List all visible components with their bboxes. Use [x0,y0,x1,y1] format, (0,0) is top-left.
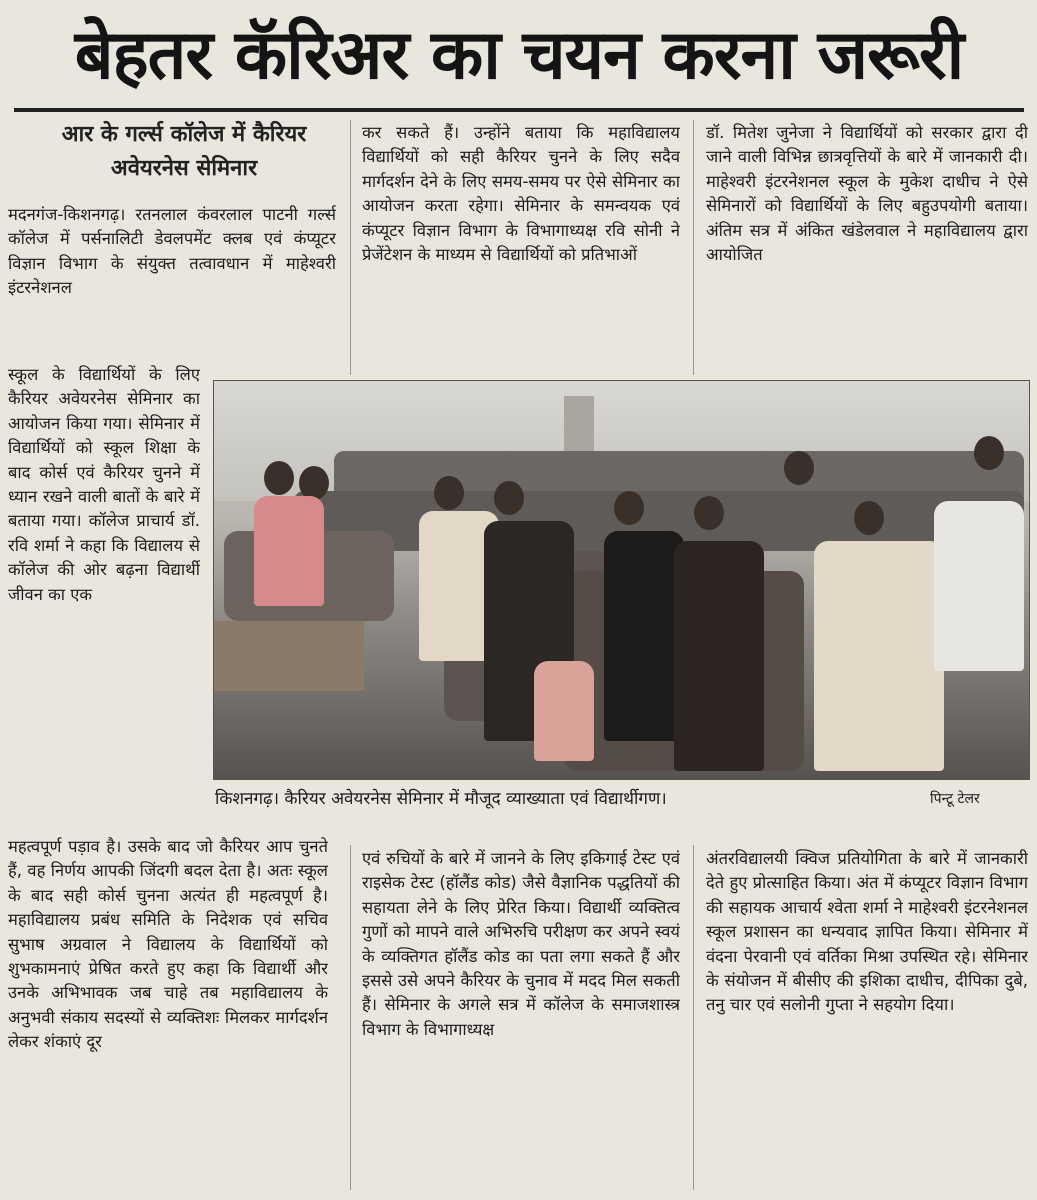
subheadline-line-2: अवेयरनेस सेमिनार [110,156,258,181]
photo-table [214,621,364,691]
photo-person-body [534,661,594,761]
article-column-2-bottom [362,847,680,1193]
photo-person [694,496,724,530]
subheadline-line-1: आर के गर्ल्स कॉलेज में कैरियर [61,122,307,147]
photo-person-body [254,496,324,606]
column-divider [350,120,351,375]
photo-person [784,451,814,485]
seminar-photo [213,380,1030,780]
article-paragraph: महत्वपूर्ण पड़ाव है। उसके बाद जो कैरियर आप चुनते हैं, वह निर्णय आपकी जिंदगी बदल देता है। अतः स्कूल के बाद सही कोर्स चुनना अत्यंत ही महत्वपूर्ण है। महाविद्यालय प्रबंध समिति के निदेशक एवं सचिव सुभाष अग्रवाल ने विद्यालय के विद्यार्थियों को शुभकामनाएं प्रेषित करते हुए कहा कि विद्यार्थी और उनके अभिभावक जब चाहे तब महाविद्यालय के अनुभवी संकाय सदस्यों से व्यक्तिशः मिलकर मार्गदर्शन लेकर शंकाएं दूर [8,837,328,1052]
photo-person [299,466,329,500]
photo-person-body [674,541,764,771]
article-paragraph: डॉ. मितेश जुनेजा ने विद्यार्थियों को सरकार द्वारा दी जाने वाली विभिन्न छात्रवृत्तियों के बारे में जानकारी दी। माहेश्वरी इंटरनेशनल स्कूल के मुकेश दाधीच ने ऐसे सेमिनारों को विद्यार्थियों के लिए बहुउपयोगी बताया। अंतिम सत्र में अंकित खंडेलवाल ने महाविद्यालय द्वारा आयोजित [706,123,1028,265]
article-paragraph: मदनगंज-किशनगढ़। रतनलाल कंवरलाल पाटनी गर्ल्स कॉलेज में पर्सनालिटी डेवलपमेंट क्लब एवं कंप्यूटर विज्ञान विभाग के संयुक्त तत्वावधान में माहेश्वरी इंटरनेशनल [8,205,336,298]
photo-person [264,461,294,495]
photo-caption: किशनगढ़। कैरियर अवेयरनेस सेमिनार में मौजूद व्याख्याता एवं विद्यार्थीगण। [215,789,667,809]
article-paragraph: कर सकते हैं। उन्होंने बताया कि महाविद्यालय विद्यार्थियों को सही कैरियर चुनने के लिए सदैव मार्गदर्शन देने के लिए समय-समय पर ऐसे सेमिनार का आयोजन करता रहेगा। सेमिनार के समन्वयक एवं कंप्यूटर विज्ञान विभाग के विभागाध्यक्ष रवि सोनी ने प्रेजेंटेशन के माध्यम से विद्यार्थियों को प्रतिभाओं [362,123,680,265]
photo-person [854,501,884,535]
article-column-3-top [706,121,1028,371]
article-column-1-top [8,203,336,363]
article-column-1-bottom [8,835,328,1193]
column-divider [693,845,694,1190]
photo-person [974,436,1004,470]
column-divider [350,845,351,1190]
article-column-1-narrow [8,363,200,829]
subheadline [24,118,344,186]
article-paragraph: एवं रुचियों के बारे में जानने के लिए इकिगाई टेस्ट एवं राइसेक टेस्ट (हॉलैंड कोड) जैसे वैज्ञानिक पद्धतियों की सहायता लेने के लिए प्रेरित किया। विद्यार्थी व्यक्तित्व गुणों को मापने वाले अभिरुचि परीक्षण कर अपने स्वयं के व्यक्तिगत हॉलैंड कोड का पता लगा सकते हैं और इससे उसे अपने कैरियर के चुनाव में मदद मिल सकती हैं। सेमिनार के अगले सत्र में कॉलेज के समाजशास्त्र विभाग के विभागाध्यक्ष [362,849,680,1039]
photo-person [434,476,464,510]
photo-person [614,491,644,525]
photo-person-body [814,541,944,771]
headline: बेहतर कॅरिअर का चयन करना जरूरी [14,4,1024,112]
photo-credit: पिन्टू टेलर [930,791,980,807]
photo-person [494,481,524,515]
article-paragraph: अंतरविद्यालयी क्विज प्रतियोगिता के बारे में जानकारी देते हुए प्रोत्साहित किया। अंत में कंप्यूटर विज्ञान विभाग की सहायक आचार्य श्वेता शर्मा ने माहेश्वरी इंटरनेशनल स्कूल प्रशासन का धन्यवाद ज्ञापित किया। सेमिनार में वंदना पेरवानी एवं वर्तिका मिश्रा उपस्थित रहे। सेमिनार के संयोजन में बीसीए की इशिका दाधीच, दीपिका दुबे, तनु चार एवं सलोनी गुप्ता ने सहयोग दिया। [706,849,1028,1015]
photo-person-body [934,501,1024,671]
photo-person-body [604,531,684,741]
article-column-3-bottom [706,847,1028,1193]
article-column-2-top [362,121,680,371]
column-divider [693,120,694,375]
article-paragraph: स्कूल के विद्यार्थियों के लिए कैरियर अवेयरनेस सेमिनार का आयोजन किया गया। सेमिनार में विद्यार्थियों को स्कूल शिक्षा के बाद कोर्स एवं कैरियर चुनने में ध्यान रखने वाली बातों के बारे में बताया गया। कॉलेज प्राचार्य डॉ. रवि शर्मा ने कहा कि विद्यालय से कॉलेज की ओर बढ़ना विद्यार्थी जीवन का एक [8,365,200,604]
